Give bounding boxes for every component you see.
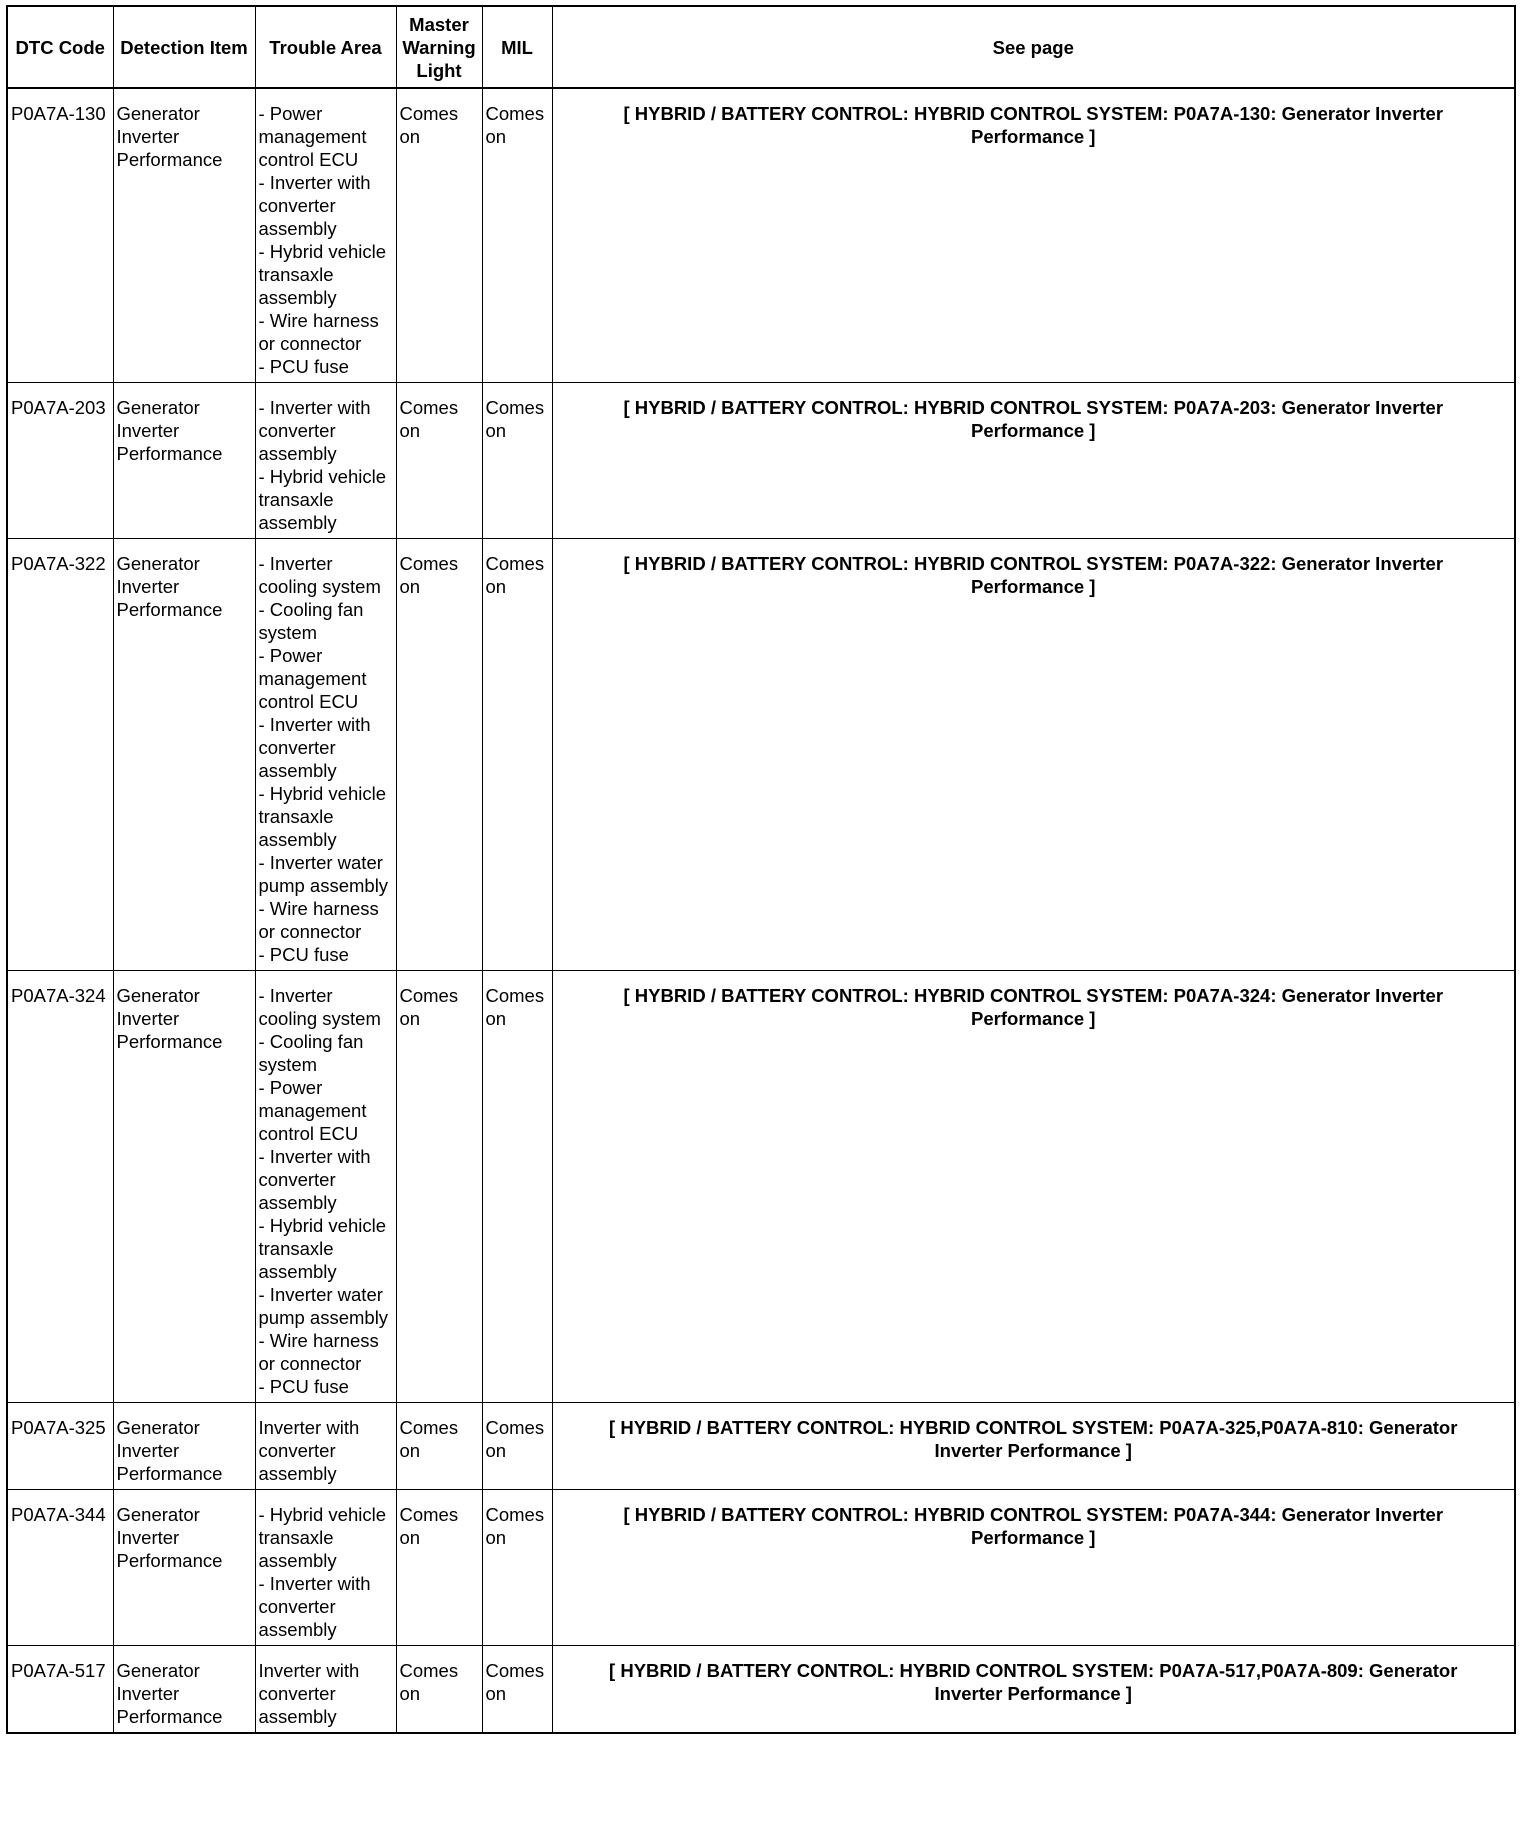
mil-cell: Comes on [482,1403,552,1490]
trouble-area-item: - PCU fuse [258,1376,349,1397]
trouble-area-item: - Inverter with converter assembly [258,397,371,464]
trouble-area-cell [255,88,396,383]
trouble-area-item: - Wire harness or connector [258,1330,379,1374]
master-warning-cell: Comes on [396,1490,482,1646]
see-page-link[interactable]: [ HYBRID / BATTERY CONTROL: HYBRID CONTROL SYSTEM: P0A7A-203: Generator Inverter Performance ] [552,383,1515,539]
trouble-area-item: - Hybrid vehicle transaxle assembly [258,1504,386,1571]
trouble-area-item: Inverter with converter assembly [258,1417,360,1484]
master-warning-cell: Comes on [396,1403,482,1490]
trouble-area-cell [255,1646,396,1734]
mil-cell: Comes on [482,1646,552,1734]
trouble-area-item: - PCU fuse [258,356,349,377]
trouble-area-cell [255,1490,396,1646]
trouble-area-item: - Wire harness or connector [258,898,379,942]
detection-item-cell: Generator Inverter Performance [113,1490,255,1646]
header-trouble-area: Trouble Area [255,6,396,88]
trouble-area-item: - Power management control ECU [258,1077,367,1144]
master-warning-cell: Comes on [396,539,482,971]
table-row [7,971,1515,1403]
mil-cell: Comes on [482,539,552,971]
see-page-link[interactable]: [ HYBRID / BATTERY CONTROL: HYBRID CONTROL SYSTEM: P0A7A-325,P0A7A-810: Generator Inverter Performance ] [552,1403,1515,1490]
detection-item-cell: Generator Inverter Performance [113,1646,255,1734]
dtc-table [6,5,1516,1734]
trouble-area-item: - PCU fuse [258,944,349,965]
detection-item-cell: Generator Inverter Performance [113,1403,255,1490]
trouble-area-item: - Inverter with converter assembly [258,714,371,781]
trouble-area-item: - Inverter water pump assembly [258,1284,389,1328]
trouble-area-item: - Power management control ECU [258,645,367,712]
master-warning-cell: Comes on [396,383,482,539]
mil-cell: Comes on [482,1490,552,1646]
see-page-link[interactable]: [ HYBRID / BATTERY CONTROL: HYBRID CONTROL SYSTEM: P0A7A-517,P0A7A-809: Generator Inverter Performance ] [552,1646,1515,1734]
see-page-link[interactable]: [ HYBRID / BATTERY CONTROL: HYBRID CONTROL SYSTEM: P0A7A-322: Generator Inverter Performance ] [552,539,1515,971]
master-warning-cell: Comes on [396,1646,482,1734]
trouble-area-item: - Inverter with converter assembly [258,172,371,239]
dtc-code-cell: P0A7A-517 [7,1646,113,1734]
trouble-area-item: - Power management control ECU [258,103,367,170]
trouble-area-item: - Cooling fan system [258,1031,364,1075]
table-body [7,88,1515,1733]
trouble-area-item: - Hybrid vehicle transaxle assembly [258,1215,386,1282]
table-row [7,1403,1515,1490]
table-row [7,1490,1515,1646]
mil-cell: Comes on [482,88,552,383]
trouble-area-cell [255,539,396,971]
trouble-area-item: - Hybrid vehicle transaxle assembly [258,466,386,533]
detection-item-cell: Generator Inverter Performance [113,971,255,1403]
dtc-code-cell: P0A7A-325 [7,1403,113,1490]
trouble-area-item: - Inverter cooling system [258,553,381,597]
trouble-area-item: - Hybrid vehicle transaxle assembly [258,783,386,850]
trouble-area-item: - Cooling fan system [258,599,364,643]
trouble-area-cell [255,383,396,539]
master-warning-cell: Comes on [396,971,482,1403]
detection-item-cell: Generator Inverter Performance [113,88,255,383]
trouble-area-cell [255,1403,396,1490]
table-header-row [7,6,1515,88]
dtc-code-cell: P0A7A-344 [7,1490,113,1646]
trouble-area-item: - Inverter with converter assembly [258,1146,371,1213]
table-row [7,88,1515,383]
dtc-table-container [6,5,1516,1830]
dtc-code-cell: P0A7A-130 [7,88,113,383]
header-master-warning-light: Master Warning Light [396,6,482,88]
header-dtc-code: DTC Code [7,6,113,88]
header-detection-item: Detection Item [113,6,255,88]
table-row [7,1646,1515,1734]
mil-cell: Comes on [482,971,552,1403]
header-mil: MIL [482,6,552,88]
trouble-area-item: Inverter with converter assembly [258,1660,360,1727]
mil-cell: Comes on [482,383,552,539]
header-see-page: See page [552,6,1515,88]
table-row [7,383,1515,539]
trouble-area-item: - Inverter water pump assembly [258,852,389,896]
dtc-code-cell: P0A7A-203 [7,383,113,539]
trouble-area-item: - Hybrid vehicle transaxle assembly [258,241,386,308]
trouble-area-item: - Inverter cooling system [258,985,381,1029]
trouble-area-cell [255,971,396,1403]
dtc-code-cell: P0A7A-322 [7,539,113,971]
table-row [7,539,1515,971]
detection-item-cell: Generator Inverter Performance [113,539,255,971]
detection-item-cell: Generator Inverter Performance [113,383,255,539]
dtc-code-cell: P0A7A-324 [7,971,113,1403]
trouble-area-item: - Wire harness or connector [258,310,379,354]
see-page-link[interactable]: [ HYBRID / BATTERY CONTROL: HYBRID CONTROL SYSTEM: P0A7A-344: Generator Inverter Performance ] [552,1490,1515,1646]
see-page-link[interactable]: [ HYBRID / BATTERY CONTROL: HYBRID CONTROL SYSTEM: P0A7A-324: Generator Inverter Performance ] [552,971,1515,1403]
trouble-area-item: - Inverter with converter assembly [258,1573,371,1640]
see-page-link[interactable]: [ HYBRID / BATTERY CONTROL: HYBRID CONTROL SYSTEM: P0A7A-130: Generator Inverter Performance ] [552,88,1515,383]
master-warning-cell: Comes on [396,88,482,383]
